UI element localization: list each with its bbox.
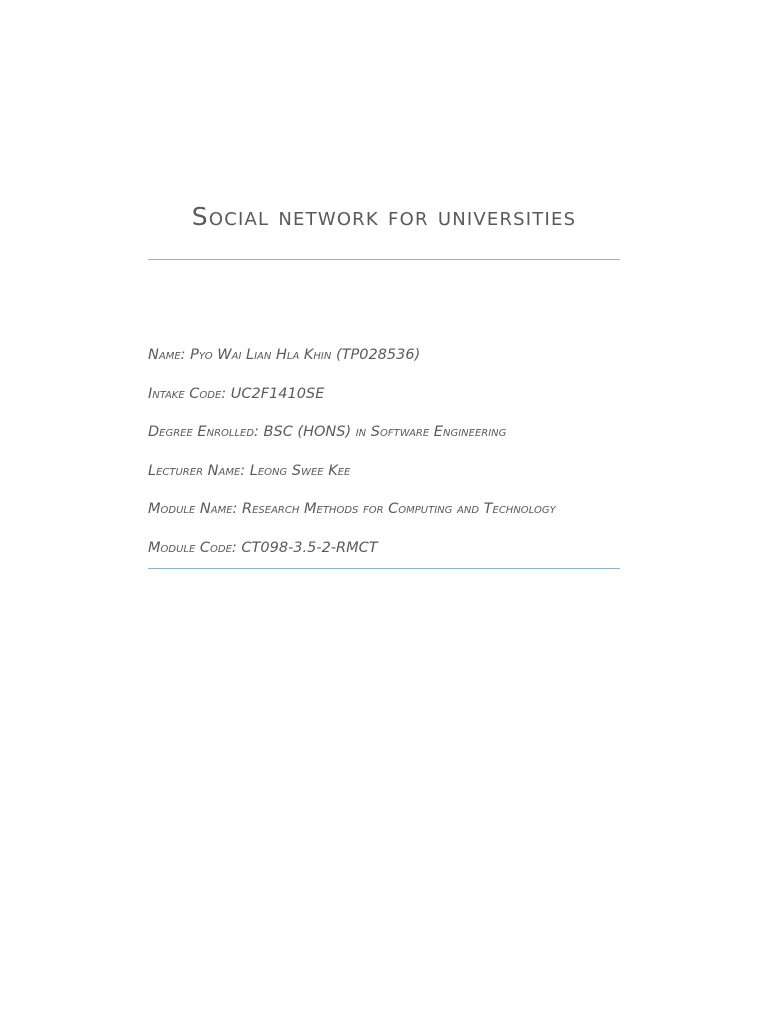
student-details [148, 344, 628, 575]
module-code-line: Module Code: CT098-3.5-2-RMCT [148, 539, 378, 556]
student-name-line: Name: Pyo Wai Lian Hla Khin (TP028536) [148, 347, 421, 363]
title-divider [148, 259, 620, 260]
details-divider [148, 568, 620, 569]
degree-enrolled-line: Degree Enrolled: BSC (HONS) in Software Engineering [148, 424, 507, 440]
module-name-line: Module Name: Research Methods for Computing and Technology [148, 501, 556, 517]
document-title: Social network for universities [191, 202, 577, 231]
intake-code-line: Intake Code: UC2F1410SE [148, 385, 325, 402]
lecturer-name-line: Lecturer Name: Leong Swee Kee [148, 462, 351, 479]
